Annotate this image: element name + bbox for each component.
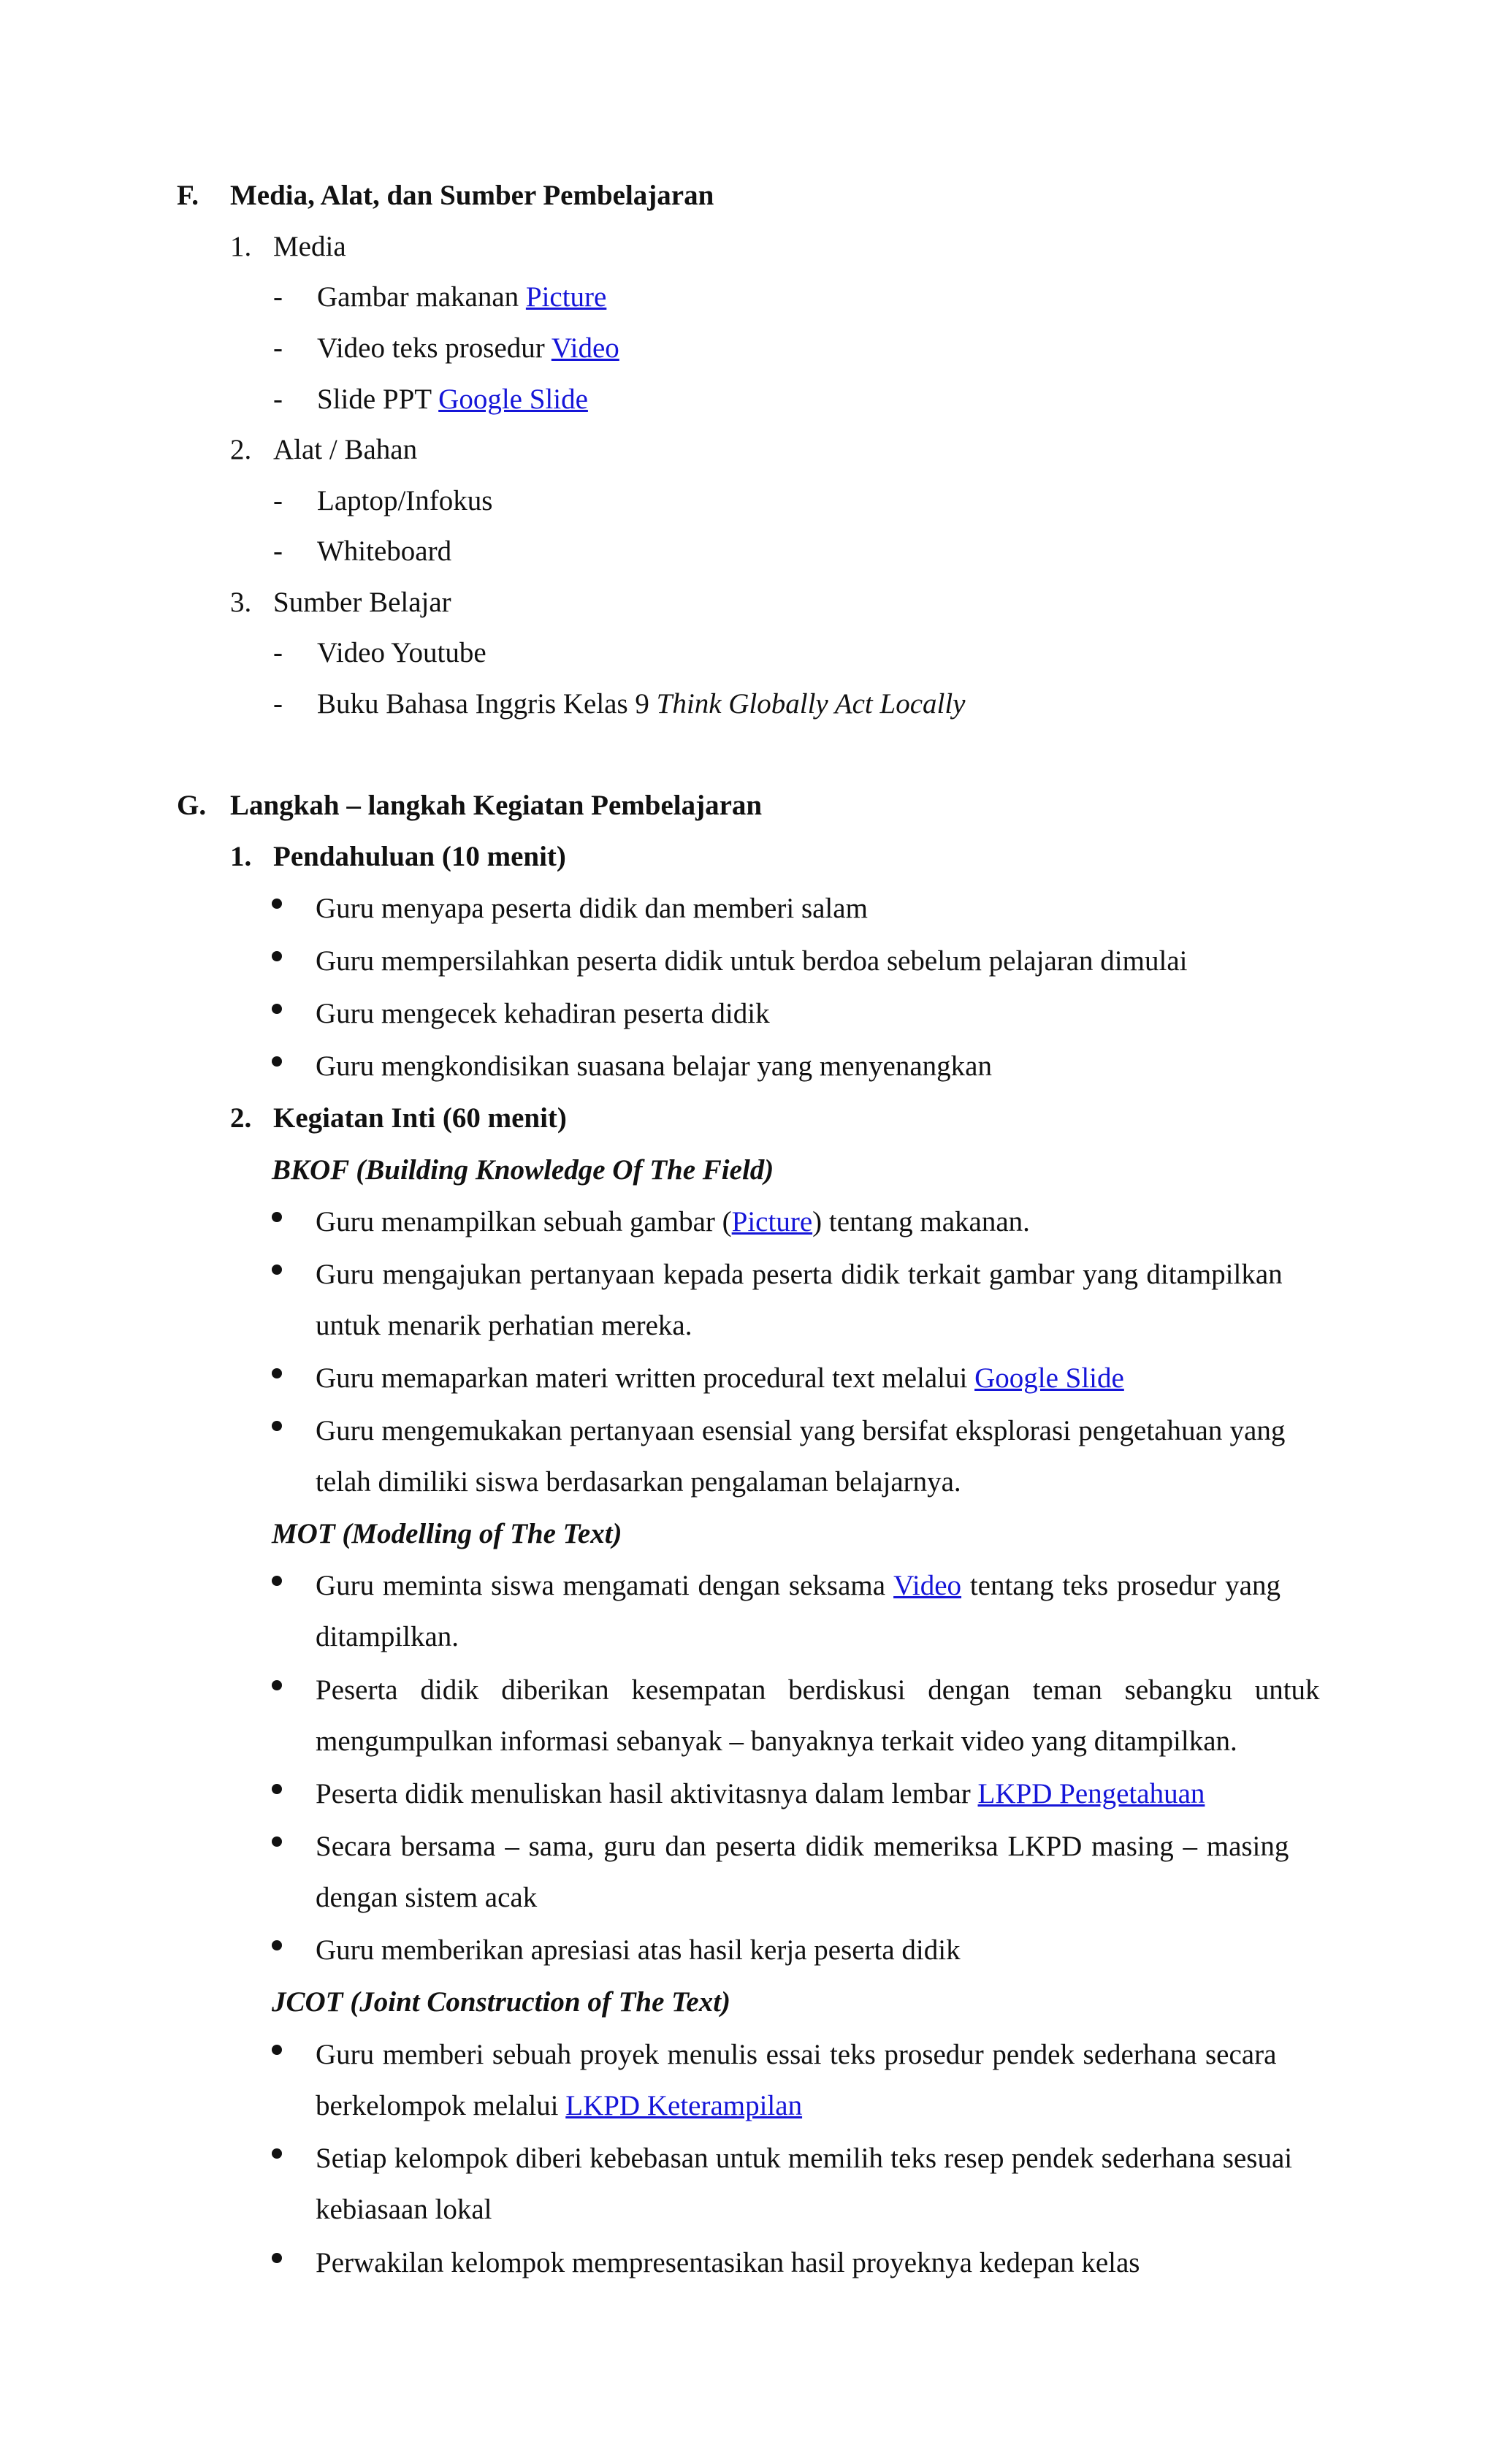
- jcot-item-freedom-cont: kebiasaan lokal: [316, 2194, 492, 2225]
- bullet: [272, 1576, 282, 1586]
- jcot-item-freedom: Setiap kelompok diberi kebebasan untuk memilih teks resep pendek sederhana sesuai: [316, 2143, 1293, 2174]
- jcot-heading: JCOT (Joint Construction of The Text): [272, 1986, 731, 2018]
- list-dash: -: [273, 281, 283, 313]
- bkof-item-text: ) tentang makanan.: [812, 1206, 1030, 1237]
- core-number: 2.: [230, 1102, 252, 1134]
- mot-item-discuss-cont: mengumpulkan informasi sebanyak – banyaknya terkait video yang ditampilkan.: [316, 1725, 1237, 1757]
- bkof-item-text: Guru memaparkan materi written procedural text melalui: [316, 1362, 975, 1394]
- list-dash: -: [273, 384, 283, 415]
- media-item-slide: [317, 385, 588, 413]
- mot-video-link[interactable]: Video: [893, 1570, 962, 1601]
- bullet: [272, 1680, 282, 1690]
- picture-link[interactable]: Picture: [525, 281, 607, 313]
- mot-item-check-cont: dengan sistem acak: [316, 1882, 538, 1913]
- intro-item: Guru menyapa peserta didik dan memberi salam: [316, 893, 868, 924]
- bullet: [272, 2045, 282, 2055]
- bullet: [272, 1784, 282, 1794]
- intro-item: Guru mempersilahkan peserta didik untuk berdoa sebelum pelajaran dimulai: [316, 945, 1188, 977]
- media-item-text: Slide PPT: [317, 384, 439, 415]
- core-heading: Kegiatan Inti (60 menit): [273, 1102, 567, 1134]
- intro-item: Guru mengkondisikan suasana belajar yang menyenangkan: [316, 1050, 992, 1082]
- bkof-item-picture: [316, 1208, 1030, 1236]
- bullet: [272, 1368, 282, 1378]
- media-heading: Media: [273, 231, 346, 262]
- media-item-text: Video teks prosedur: [317, 332, 552, 364]
- jcot-item-text: berkelompok melalui: [316, 2090, 566, 2121]
- bullet: [272, 1836, 282, 1847]
- bullet: [272, 2148, 282, 2159]
- sources-item-youtube: Video Youtube: [317, 637, 486, 668]
- mot-item-check: Secara bersama – sama, guru dan peserta didik memeriksa LKPD masing – masing: [316, 1831, 1289, 1862]
- tools-item-laptop: Laptop/Infokus: [317, 485, 493, 516]
- mot-item-text: Guru meminta siswa mengamati dengan seksama: [316, 1570, 894, 1601]
- book-subtitle: Think Globally Act Locally: [656, 688, 966, 720]
- mot-item-text: tentang teks prosedur yang: [961, 1570, 1281, 1601]
- bullet: [272, 1212, 282, 1222]
- bullet: [272, 1265, 282, 1275]
- jcot-item-project: Guru memberi sebuah proyek menulis essai teks prosedur pendek sederhana secara: [316, 2039, 1277, 2070]
- bullet: [272, 1421, 282, 1431]
- bullet: [272, 2253, 282, 2263]
- tools-number: 2.: [230, 434, 252, 465]
- media-number: 1.: [230, 231, 252, 262]
- jcot-item-presentation: Perwakilan kelompok mempresentasikan hasil proyeknya kedepan kelas: [316, 2247, 1140, 2278]
- sources-heading: Sumber Belajar: [273, 587, 451, 618]
- list-dash: -: [273, 485, 283, 516]
- lkpd-pengetahuan-link[interactable]: LKPD Pengetahuan: [977, 1778, 1205, 1809]
- bkof-item-text: Guru menampilkan sebuah gambar (: [316, 1206, 732, 1237]
- bullet: [272, 1056, 282, 1067]
- sources-number: 3.: [230, 587, 252, 618]
- mot-item-video-cont: ditampilkan.: [316, 1621, 459, 1652]
- lkpd-keterampilan-link[interactable]: LKPD Keterampilan: [565, 2090, 803, 2121]
- mot-item-lkpd: [316, 1780, 1205, 1808]
- section-f-letter: F.: [177, 180, 199, 211]
- bkof-item-essential: Guru mengemukakan pertanyaan esensial yang bersifat eksplorasi pengetahuan yang: [316, 1415, 1286, 1446]
- intro-heading: Pendahuluan (10 menit): [273, 841, 566, 872]
- mot-item-discuss: Peserta didik diberikan kesempatan berdiskusi dengan teman sebangku untuk: [316, 1674, 1320, 1706]
- tools-item-whiteboard: Whiteboard: [317, 535, 452, 567]
- bkof-item-essential-cont: telah dimiliki siswa berdasarkan pengalaman belajarnya.: [316, 1466, 961, 1498]
- bkof-picture-link[interactable]: Picture: [731, 1206, 813, 1237]
- mot-item-video: [316, 1571, 1281, 1600]
- mot-heading: MOT (Modelling of The Text): [272, 1518, 622, 1549]
- section-g-letter: G.: [177, 790, 207, 821]
- bkof-item-question: Guru mengajukan pertanyaan kepada peserta didik terkait gambar yang ditampilkan: [316, 1259, 1283, 1290]
- bullet: [272, 1004, 282, 1014]
- mot-item-appreciation: Guru memberikan apresiasi atas hasil kerja peserta didik: [316, 1934, 961, 1966]
- tools-heading: Alat / Bahan: [273, 434, 418, 465]
- mot-item-text: Peserta didik menuliskan hasil aktivitasnya dalam lembar: [316, 1778, 978, 1809]
- bullet: [272, 899, 282, 909]
- list-dash: -: [273, 637, 283, 668]
- jcot-item-project-cont: [316, 2091, 802, 2120]
- book-title: Buku Bahasa Inggris Kelas 9: [317, 688, 657, 720]
- media-item-text: Gambar makanan: [317, 281, 526, 313]
- bkof-slide-link[interactable]: Google Slide: [974, 1362, 1124, 1394]
- list-dash: -: [273, 332, 283, 364]
- bkof-item-slide: [316, 1364, 1124, 1392]
- media-item-picture: [317, 283, 606, 311]
- intro-item: Guru mengecek kehadiran peserta didik: [316, 998, 770, 1029]
- video-link[interactable]: Video: [551, 332, 619, 364]
- google-slide-link[interactable]: Google Slide: [438, 384, 588, 415]
- sources-item-book: [317, 690, 965, 718]
- bkof-item-question-cont: untuk menarik perhatian mereka.: [316, 1310, 692, 1341]
- bullet: [272, 951, 282, 961]
- list-dash: -: [273, 535, 283, 567]
- section-f-title: Media, Alat, dan Sumber Pembelajaran: [230, 180, 714, 211]
- media-item-video: [317, 334, 619, 362]
- bullet: [272, 1940, 282, 1950]
- list-dash: -: [273, 688, 283, 720]
- intro-number: 1.: [230, 841, 252, 872]
- bkof-heading: BKOF (Building Knowledge Of The Field): [272, 1154, 774, 1186]
- section-g-title: Langkah – langkah Kegiatan Pembelajaran: [230, 790, 763, 821]
